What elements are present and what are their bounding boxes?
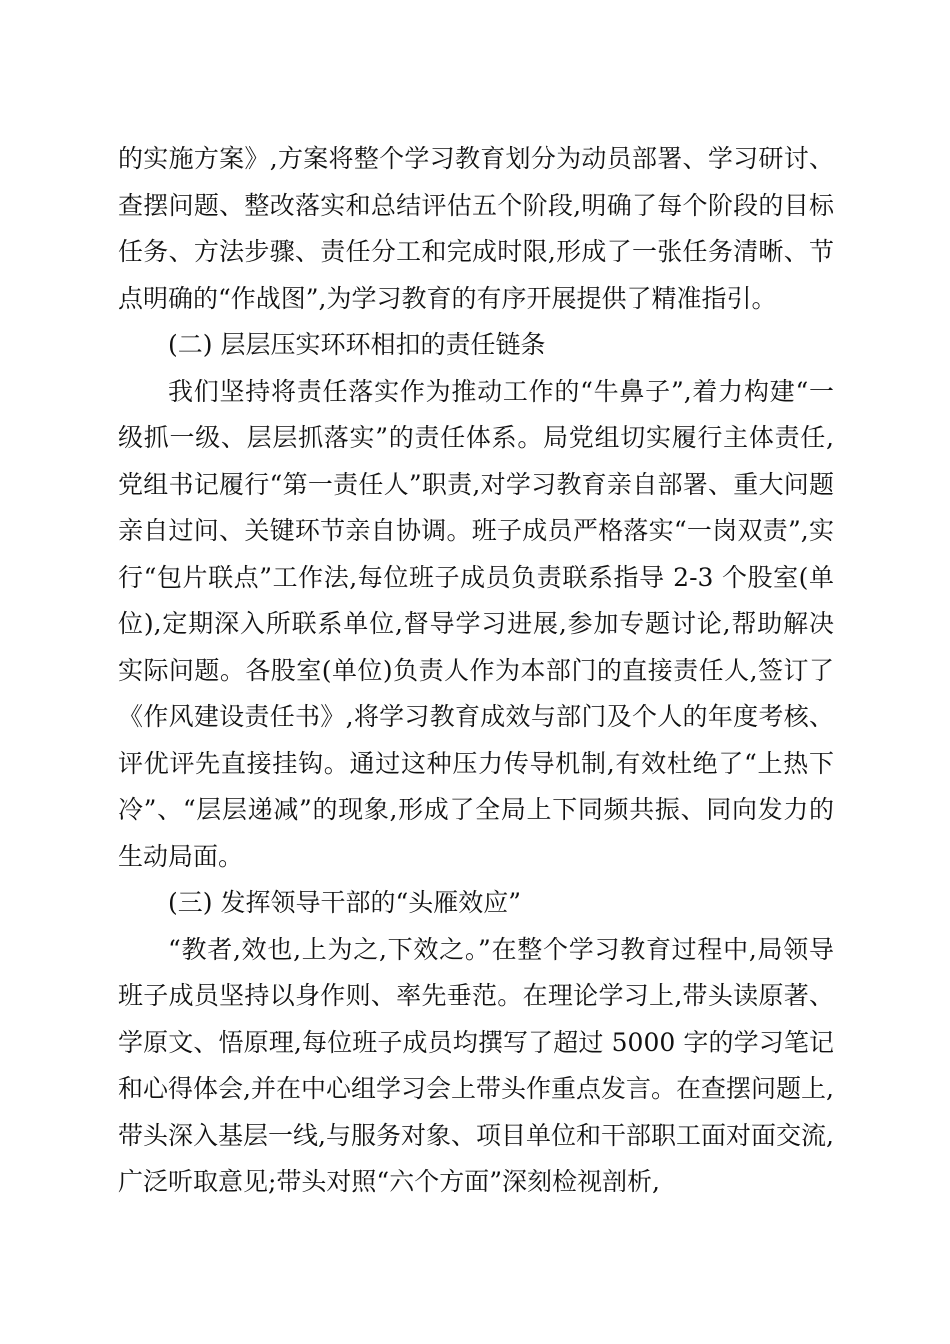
paragraph-continuation: 的实施方案》,方案将整个学习教育划分为动员部署、学习研讨、查摆问题、整改落实和总结评估五个阶段,明确了每个阶段的目标任务、方法步骤、责任分工和完成时限,形成了一张任务清晰、节点明确的“作战图”,为学习教育的有序开展提供了精准指引。 xyxy=(118,144,834,313)
section-heading-2: (二) 层层压实环环相扣的责任链条 xyxy=(168,330,546,359)
section-heading-3: (三) 发挥领导干部的“头雁效应” xyxy=(168,888,522,917)
paragraph-leadership-example: “教者,效也,上为之,下效之。”在整个学习教育过程中,局领导班子成员坚持以身作则、率先垂范。在理论学习上,带头读原著、学原文、悟原理,每位班子成员均撰写了超过 5000 字的学习笔记和心得体会,并在中心组学习会上带头作重点发言。在查摆问题上,带头深入基层一线,与服务对象、项目单位和干部职工面对面交流,广泛听取意见;带头对照“六个方面”深刻检视剖析, xyxy=(118,934,834,1196)
paragraph-responsibility-chain: 我们坚持将责任落实作为推动工作的“牛鼻子”,着力构建“一级抓一级、层层抓落实”的责任体系。局党组切实履行主体责任,党组书记履行“第一责任人”职责,对学习教育亲自部署、重大问题亲自过问、关键环节亲自协调。班子成员严格落实“一岗双责”,实行“包片联点”工作法,每位班子成员负责联系指导 2-3 个股室(单位),定期深入所联系单位,督导学习进展,参加专题讨论,帮助解决实际问题。各股室(单位)负责人作为本部门的直接责任人,签订了《作风建设责任书》,将学习教育成效与部门及个人的年度考核、评优评先直接挂钩。通过这种压力传导机制,有效杜绝了“上热下冷”、“层层递减”的现象,形成了全局上下同频共振、同向发力的生动局面。 xyxy=(118,376,834,871)
document-body xyxy=(118,136,834,1206)
